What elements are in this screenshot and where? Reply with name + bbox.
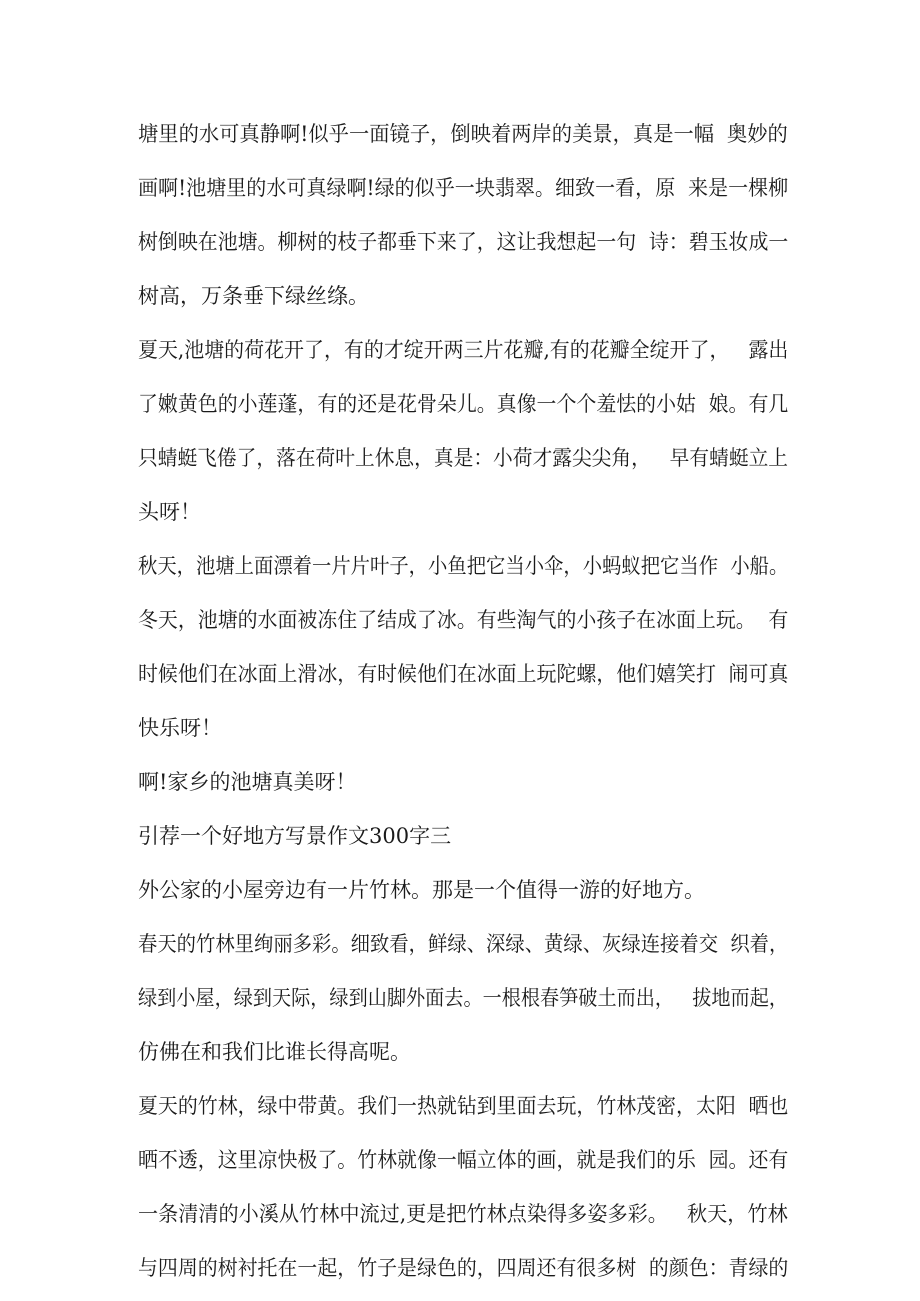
text-line: 快乐呀！ — [138, 716, 222, 740]
text-line: 塘里的水可真静啊!似乎一面镜子，倒映着两岸的美景，真是一幅 奥妙的 — [138, 122, 788, 146]
text-line: 啊!家乡的池塘真美呀！ — [138, 770, 357, 794]
text-line: 了嫩黄色的小莲蓬，有的还是花骨朵儿。真像一个个羞怯的小姑 娘。有几 — [138, 392, 789, 416]
text-line: 外公家的小屋旁边有一片竹林。那是一个值得一游的好地方。 — [138, 878, 705, 902]
text-line: 冬天，池塘的水面被冻住了结成了冰。有些淘气的小孩子在冰面上玩。 有 — [138, 608, 789, 632]
text-line: 与四周的树衬托在一起，竹子是绿色的，四周还有很多树 的颜色：青绿的 — [138, 1256, 789, 1280]
text-line: 头呀！ — [138, 500, 201, 524]
text-line: 只蜻蜓飞倦了，落在荷叶上休息，真是：小荷才露尖尖角， 早有蜻蜓立上 — [138, 446, 789, 470]
section-heading: 引荐一个好地方写景作文300字三 — [138, 824, 452, 848]
text-line: 时候他们在冰面上滑冰，有时候他们在冰面上玩陀螺，他们嬉笑打 闹可真 — [138, 662, 789, 686]
text-line: 仿佛在和我们比谁长得高呢。 — [138, 1040, 411, 1064]
text-line: 树倒映在池塘。柳树的枝子都垂下来了，这让我想起一句 诗：碧玉妆成一 — [138, 230, 789, 254]
text-line: 树高，万条垂下绿丝绦。 — [138, 284, 369, 308]
text-line: 春天的竹林里绚丽多彩。细致看，鲜绿、深绿、黄绿、灰绿连接着交 织着， — [138, 932, 789, 956]
text-line: 一条清清的小溪从竹林中流过,更是把竹林点染得多姿多彩。 秋天，竹林 — [138, 1202, 788, 1226]
text-line: 画啊!池塘里的水可真绿啊!绿的似乎一块翡翠。细致一看，原 来是一棵柳 — [138, 176, 789, 200]
text-line: 秋天，池塘上面漂着一片片叶子，小鱼把它当小伞，小蚂蚁把它当作 小船。 — [138, 554, 789, 578]
text-line: 夏天的竹林，绿中带黄。我们一热就钻到里面去玩，竹林茂密，太阳 晒也 — [138, 1094, 789, 1118]
text-line: 绿到小屋，绿到天际，绿到山脚外面去。一根根春笋破土而出， 拔地而起， — [138, 986, 788, 1010]
text-line: 晒不透，这里凉快极了。竹林就像一幅立体的画，就是我们的乐 园。还有 — [138, 1148, 789, 1172]
text-line: 夏天,池塘的荷花开了，有的才绽开两三片花瓣,有的花瓣全绽开了， 露出 — [138, 338, 789, 362]
